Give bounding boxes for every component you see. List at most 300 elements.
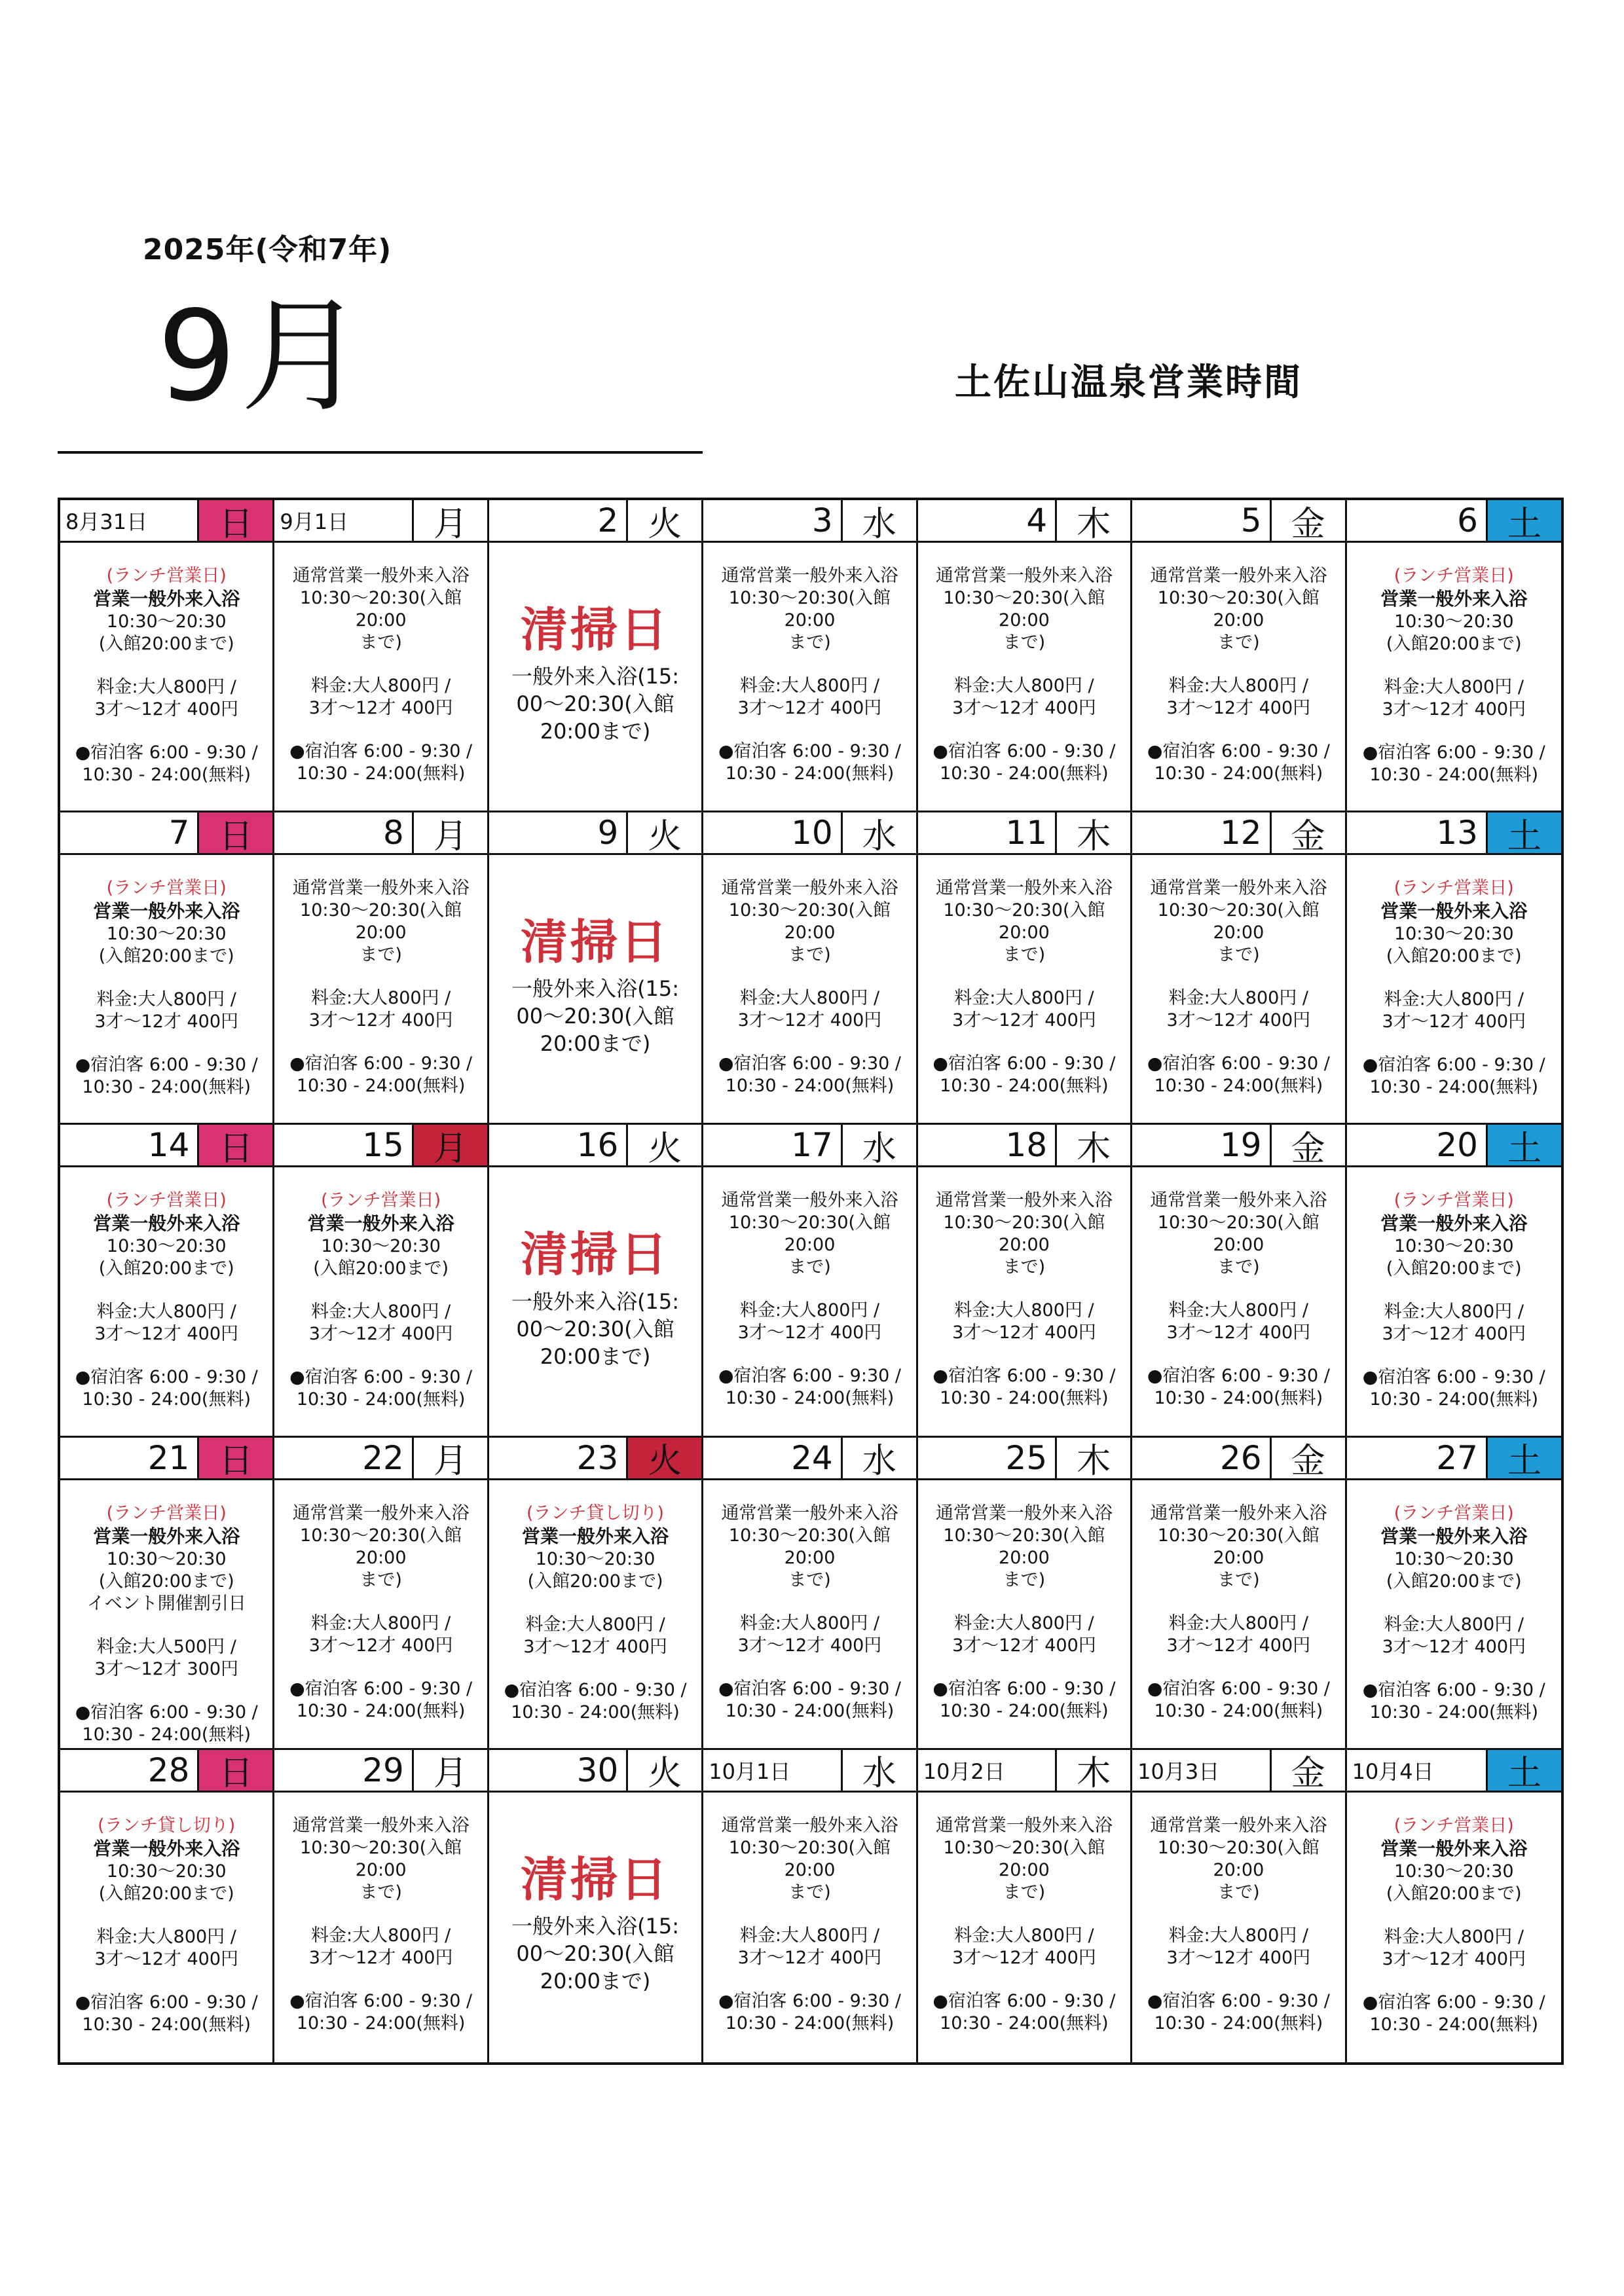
day-schedule [703,1793,915,2062]
schedule-title: 通常営業一般外来入浴 [1150,878,1327,899]
guest-hours-2: 10:30 - 24:00(無料) [940,1388,1109,1409]
cleaning-hours-3: 20:00まで) [540,1031,651,1057]
fee-child: 3才〜12才 400円 [1166,698,1311,718]
schedule-note: (ランチ営業日) [1393,1503,1514,1523]
schedule-line: 3才〜12才 400円 [94,1948,239,1969]
day-of-week-label: 水 [862,1754,896,1794]
fee-adult: 料金:大人800円 / [954,1613,1094,1633]
schedule-title: 営業一般外来入浴 [1380,1212,1528,1235]
day-of-week-label: 火 [648,816,682,856]
schedule-hours: 10:30〜20:30(入館20:00 [1157,1525,1320,1568]
schedule-title: 営業一般外来入浴 [93,1212,240,1235]
schedule-hours: 10:30〜20:30(入館20:00 [943,1837,1105,1880]
schedule-hours: 10:30〜20:30 [321,1236,441,1257]
day-header [1347,500,1561,543]
guest-hours-2: 10:30 - 24:00(無料) [940,2013,1109,2033]
fee-adult: 料金:大人800円 / [1384,677,1524,697]
guest-hours-2: 10:30 - 24:00(無料) [296,1076,466,1097]
schedule-hours-2: まで) [1003,1882,1046,1903]
day-schedule [918,1793,1130,2062]
day-cell [703,1438,917,1750]
schedule-line: 営業一般外来入浴 [93,1837,240,1859]
schedule-title: 通常営業一般外来入浴 [935,878,1113,899]
guest-hours: ●宿泊客 6:00 - 9:30 / [1362,1992,1545,2013]
day-of-week-label: 月 [433,504,468,544]
fee-adult: 料金:大人800円 / [310,1925,451,1946]
guest-hours: ●宿泊客 6:00 - 9:30 / [718,1678,901,1699]
schedule-line: (ランチ営業日) [106,1503,227,1523]
cleaning-hours-2: 00〜20:30(入館 [516,1941,674,1966]
day-date: 28 [60,1750,199,1791]
schedule-line: (入館20:00まで) [98,1883,234,1904]
day-schedule [60,1480,272,1750]
day-of-week-label: 土 [1488,812,1561,853]
day-cell [60,1125,274,1437]
day-of-week-label: 火 [648,1129,682,1169]
day-schedule [274,1480,487,1748]
cleaning-hours: 一般外来入浴(15: [511,976,680,1002]
day-date: 18 [918,1125,1057,1165]
fee-child: 3才〜12才 400円 [952,1947,1096,1968]
day-header [489,500,701,543]
day-date: 21 [60,1438,199,1478]
day-header [274,1750,487,1793]
day-cell [1347,1125,1561,1437]
schedule-title: 営業一般外来入浴 [1380,900,1528,922]
guest-hours-2: 10:30 - 24:00(無料) [296,1389,466,1410]
day-date: 24 [703,1438,842,1478]
day-cell [274,812,489,1125]
schedule-hours-2: まで) [1217,945,1260,966]
day-cell [274,1125,489,1437]
schedule-note: (ランチ営業日) [1393,1815,1514,1836]
day-of-week-label: 金 [1291,1754,1325,1794]
fee-adult: 料金:大人800円 / [739,1613,880,1633]
schedule-entry-limit: (入館20:00まで) [98,946,234,967]
day-date: 9 [489,812,628,853]
schedule-hours: 10:30〜20:30(入館20:00 [728,588,891,630]
day-header [1132,1125,1344,1167]
guest-hours: ●宿泊客 6:00 - 9:30 / [932,1678,1116,1699]
cleaning-hours-3: 20:00まで) [540,1343,651,1369]
day-header [1347,812,1561,855]
schedule-hours-2: まで) [1003,1569,1046,1590]
fee-child: 3才〜12才 400円 [1166,1322,1311,1343]
fee-child: 3才〜12才 400円 [1166,1010,1311,1031]
guest-hours: ●宿泊客 6:00 - 9:30 / [1147,1366,1330,1387]
guest-hours-2: 10:30 - 24:00(無料) [725,763,895,784]
fee-child: 3才〜12才 400円 [952,698,1096,718]
day-header [703,1125,915,1167]
day-date: 10 [703,812,842,853]
fee-child: 3才〜12才 400円 [1166,1947,1311,1968]
schedule-line: 3才〜12才 300円 [94,1658,239,1679]
day-schedule [1347,543,1561,811]
guest-hours-2: 10:30 - 24:00(無料) [725,1700,895,1721]
schedule-hours-2: まで) [788,1569,831,1590]
day-date: 30 [489,1750,628,1791]
day-date: 8 [274,812,413,853]
guest-hours: ●宿泊客 6:00 - 9:30 / [932,1990,1116,2011]
year-label: 2025年(令和7年) [143,233,392,266]
day-cell [918,1438,1132,1750]
schedule-title: 営業一般外来入浴 [307,1212,454,1235]
day-of-week-label: 水 [862,816,896,856]
schedule-title: 通常営業一般外来入浴 [292,1815,470,1836]
schedule-line: (ランチ貸し切り) [526,1503,665,1523]
day-date: 23 [489,1438,628,1478]
fee-adult: 料金:大人800円 / [1168,1300,1308,1321]
day-cell [918,812,1132,1125]
guest-hours-2: 10:30 - 24:00(無料) [1154,1388,1323,1409]
guest-hours-2: 10:30 - 24:00(無料) [725,1076,895,1097]
schedule-entry-limit: (入館20:00まで) [1386,1258,1522,1279]
schedule-line: 料金:大人800円 / [525,1614,665,1635]
schedule-line: 10:30〜20:30 [106,1548,227,1569]
day-date: 14 [60,1125,199,1165]
schedule-line: 10:30 - 24:00(無料) [511,1702,680,1722]
schedule-hours: 10:30〜20:30 [106,611,227,632]
day-schedule [1132,1793,1344,2062]
day-of-week-label: 水 [862,1129,896,1169]
fee-adult: 料金:大人800円 / [739,1925,880,1946]
day-header [489,812,701,855]
guest-hours: ●宿泊客 6:00 - 9:30 / [1362,742,1545,763]
day-date: 15 [274,1125,413,1165]
schedule-hours: 10:30〜20:30(入館20:00 [300,588,462,630]
fee-adult: 料金:大人800円 / [1168,1925,1308,1946]
schedule-hours: 10:30〜20:30(入館20:00 [300,1525,462,1568]
day-header [918,1438,1130,1480]
schedule-line: ●宿泊客 6:00 - 9:30 / [75,1992,258,2013]
day-of-week-label: 日 [199,1750,272,1791]
schedule-title: 通常営業一般外来入浴 [721,878,898,899]
fee-adult: 料金:大人800円 / [96,1302,236,1322]
schedule-line: 10:30〜20:30 [106,1861,227,1882]
schedule-hours-2: まで) [1003,1257,1046,1278]
fee-adult: 料金:大人800円 / [1168,676,1308,696]
schedule-title: 通常営業一般外来入浴 [721,1815,898,1836]
day-schedule [274,855,487,1123]
schedule-hours: 10:30〜20:30(入館20:00 [300,900,462,943]
day-of-week-label: 日 [199,500,272,541]
day-date: 10月1日 [703,1750,842,1791]
schedule-hours: 10:30〜20:30(入館20:00 [728,900,891,943]
day-of-week-label: 日 [199,1125,272,1165]
day-cell [703,500,917,812]
day-schedule [60,1793,272,2062]
day-of-week-label: 水 [862,1442,896,1482]
guest-hours-2: 10:30 - 24:00(無料) [1369,1389,1539,1410]
schedule-line: ●宿泊客 6:00 - 9:30 / [75,1702,258,1722]
day-header [1347,1438,1561,1480]
schedule-title: 通常営業一般外来入浴 [721,566,898,586]
fee-child: 3才〜12才 400円 [308,698,453,718]
day-of-week-label: 月 [433,1442,468,1482]
day-of-week-label: 火 [628,1438,701,1478]
day-header [274,500,487,543]
day-cell [703,812,917,1125]
day-schedule [60,1167,272,1435]
guest-hours-2: 10:30 - 24:00(無料) [1154,763,1323,784]
day-cell [489,812,703,1125]
day-header [1347,1125,1561,1167]
schedule-line: 料金:大人500円 / [96,1636,236,1657]
fee-child: 3才〜12才 400円 [308,1947,453,1968]
schedule-hours-2: まで) [360,632,402,653]
fee-child: 3才〜12才 400円 [1382,699,1526,720]
guest-hours: ●宿泊客 6:00 - 9:30 / [289,1678,473,1699]
month-title: 9月 [157,284,369,429]
schedule-entry-limit: (入館20:00まで) [313,1258,449,1279]
fee-child: 3才〜12才 400円 [737,1947,882,1968]
schedule-line: イベント開催割引日 [86,1593,246,1614]
guest-hours-2: 10:30 - 24:00(無料) [82,1077,251,1098]
schedule-title: 通常営業一般外来入浴 [721,1190,898,1211]
guest-hours: ●宿泊客 6:00 - 9:30 / [289,1367,473,1388]
day-header [489,1438,701,1480]
schedule-hours: 10:30〜20:30(入館20:00 [1157,1212,1320,1256]
day-cell [918,1125,1132,1437]
day-date: 29 [274,1750,413,1791]
schedule-hours: 10:30〜20:30(入館20:00 [943,588,1105,630]
schedule-entry-limit: (入館20:00まで) [1386,946,1522,967]
day-of-week-label: 月 [414,1125,487,1165]
fee-adult: 料金:大人800円 / [739,676,880,696]
day-cell [1132,1750,1346,2062]
schedule-hours: 10:30〜20:30 [1393,1861,1514,1882]
schedule-line: ●宿泊客 6:00 - 9:30 / [504,1679,687,1700]
day-schedule [1132,855,1344,1123]
day-cell [1347,500,1561,812]
day-date: 13 [1347,812,1488,853]
guest-hours-2: 10:30 - 24:00(無料) [1369,2014,1539,2035]
day-of-week-label: 水 [862,504,896,544]
fee-adult: 料金:大人800円 / [1168,1613,1308,1633]
day-cell [918,500,1132,812]
fee-child: 3才〜12才 400円 [952,1635,1096,1656]
fee-child: 3才〜12才 400円 [1382,1636,1526,1657]
guest-hours-2: 10:30 - 24:00(無料) [296,763,466,784]
guest-hours: ●宿泊客 6:00 - 9:30 / [1362,1055,1545,1076]
guest-hours-2: 10:30 - 24:00(無料) [725,1388,895,1409]
fee-adult: 料金:大人800円 / [954,1300,1094,1321]
guest-hours: ●宿泊客 6:00 - 9:30 / [932,741,1116,761]
day-cell [1132,812,1346,1125]
guest-hours: ●宿泊客 6:00 - 9:30 / [1147,1678,1330,1699]
fee-adult: 料金:大人800円 / [310,676,451,696]
day-header [703,1438,915,1480]
schedule-note: (ランチ営業日) [321,1190,441,1211]
day-of-week-label: 月 [433,1754,468,1794]
schedule-hours: 10:30〜20:30(入館20:00 [728,1525,891,1568]
day-header [489,1125,701,1167]
fee-adult: 料金:大人800円 / [739,988,880,1009]
day-schedule [60,543,272,811]
day-schedule [489,543,701,811]
fee-adult: 料金:大人800円 / [954,988,1094,1009]
day-of-week-label: 土 [1488,500,1561,541]
day-date: 3 [703,500,842,541]
fee-child: 3才〜12才 400円 [308,1635,453,1656]
schedule-entry-limit: (入館20:00まで) [1386,1883,1522,1904]
day-cell [489,1750,703,2062]
day-header [60,1438,272,1480]
schedule-hours: 10:30〜20:30 [1393,611,1514,632]
schedule-note: (ランチ営業日) [106,1190,227,1211]
day-cell [918,1750,1132,2062]
schedule-entry-limit: (入館20:00まで) [98,1258,234,1279]
schedule-hours-2: まで) [1217,1569,1260,1590]
guest-hours: ●宿泊客 6:00 - 9:30 / [718,741,901,761]
schedule-hours: 10:30〜20:30(入館20:00 [1157,1837,1320,1880]
schedule-hours: 10:30〜20:30(入館20:00 [728,1837,891,1880]
schedule-title: 通常営業一般外来入浴 [292,1503,470,1523]
schedule-title: 通常営業一般外来入浴 [935,1815,1113,1836]
guest-hours-2: 10:30 - 24:00(無料) [1369,1077,1539,1098]
schedule-line: 営業一般外来入浴 [522,1525,669,1547]
day-header [918,500,1130,543]
cleaning-hours-2: 00〜20:30(入館 [516,1316,674,1341]
day-of-week-label: 金 [1291,1129,1325,1169]
schedule-line: 10:30〜20:30 [535,1548,655,1569]
fee-child: 3才〜12才 400円 [952,1010,1096,1031]
day-header [918,1125,1130,1167]
day-date: 7 [60,812,199,853]
day-schedule [1132,1167,1344,1435]
cleaning-hours-2: 00〜20:30(入館 [516,1004,674,1029]
day-date: 10月2日 [918,1750,1057,1791]
day-schedule [703,855,915,1123]
schedule-line: 料金:大人800円 / [96,1926,236,1947]
guest-hours: ●宿泊客 6:00 - 9:30 / [932,1366,1116,1387]
day-cell [274,1438,489,1750]
day-header [918,812,1130,855]
day-of-week-label: 木 [1077,1129,1111,1169]
day-cell [703,1750,917,2062]
fee-child: 3才〜12才 400円 [308,1324,453,1345]
calendar-grid [58,498,1564,2065]
guest-hours: ●宿泊客 6:00 - 9:30 / [289,1053,473,1074]
day-header [274,1125,487,1167]
day-of-week-label: 木 [1077,1442,1111,1482]
day-header [60,500,272,543]
day-schedule [274,1167,487,1435]
schedule-hours-2: まで) [788,1882,831,1903]
schedule-hours-2: まで) [1217,1882,1260,1903]
guest-hours: ●宿泊客 6:00 - 9:30 / [1147,1053,1330,1074]
day-header [60,1125,272,1167]
day-of-week-label: 木 [1077,1754,1111,1794]
day-cell [1132,500,1346,812]
day-cell [274,1750,489,2062]
fee-adult: 料金:大人800円 / [310,988,451,1009]
guest-hours-2: 10:30 - 24:00(無料) [82,1389,251,1410]
fee-child: 3才〜12才 400円 [94,1324,239,1345]
schedule-hours: 10:30〜20:30(入館20:00 [943,900,1105,943]
day-of-week-label: 金 [1291,1442,1325,1482]
schedule-hours-2: まで) [1003,945,1046,966]
guest-hours-2: 10:30 - 24:00(無料) [1154,1700,1323,1721]
day-cell [1347,1438,1561,1750]
day-header [274,812,487,855]
schedule-line: 3才〜12才 400円 [523,1636,667,1657]
cleaning-day-title: 清掃日 [521,915,671,970]
day-of-week-label: 金 [1291,504,1325,544]
day-header [703,1750,915,1793]
fee-child: 3才〜12才 400円 [952,1322,1096,1343]
fee-child: 3才〜12才 400円 [1166,1635,1311,1656]
schedule-line: (入館20:00まで) [527,1571,663,1592]
fee-adult: 料金:大人800円 / [1384,1302,1524,1322]
day-header [1347,1750,1561,1793]
fee-adult: 料金:大人800円 / [1384,1926,1524,1947]
day-of-week-label: 日 [199,1438,272,1478]
schedule-hours: 10:30〜20:30(入館20:00 [300,1837,462,1880]
schedule-title: 通常営業一般外来入浴 [1150,566,1327,586]
day-header [918,1750,1130,1793]
fee-child: 3才〜12才 400円 [737,1010,882,1031]
day-of-week-label: 日 [199,812,272,853]
day-header [60,1750,272,1793]
day-cell [1132,1125,1346,1437]
schedule-hours-2: まで) [788,945,831,966]
guest-hours-2: 10:30 - 24:00(無料) [940,1076,1109,1097]
fee-adult: 料金:大人800円 / [96,989,236,1010]
day-schedule [489,1793,701,2062]
schedule-line: (入館20:00まで) [98,1571,234,1592]
schedule-line: 営業一般外来入浴 [93,1525,240,1547]
day-schedule [703,543,915,811]
fee-child: 3才〜12才 400円 [1382,1324,1526,1345]
schedule-title: 通常営業一般外来入浴 [935,566,1113,586]
schedule-title: 通常営業一般外来入浴 [292,566,470,586]
schedule-hours: 10:30〜20:30(入館20:00 [943,1212,1105,1256]
day-schedule [274,543,487,811]
day-of-week-label: 火 [648,504,682,544]
fee-child: 3才〜12才 400円 [94,1011,239,1032]
day-date: 10月3日 [1132,1750,1271,1791]
day-date: 20 [1347,1125,1488,1165]
day-of-week-label: 火 [648,1754,682,1794]
guest-hours: ●宿泊客 6:00 - 9:30 / [289,741,473,761]
schedule-note: (ランチ営業日) [1393,1190,1514,1211]
day-date: 11 [918,812,1057,853]
fee-adult: 料金:大人800円 / [954,1925,1094,1946]
day-schedule [60,855,272,1123]
schedule-entry-limit: (入館20:00まで) [98,634,234,654]
day-schedule [703,1167,915,1435]
cleaning-hours-3: 20:00まで) [540,719,651,744]
guest-hours: ●宿泊客 6:00 - 9:30 / [75,1055,258,1076]
day-schedule [918,855,1130,1123]
fee-child: 3才〜12才 400円 [737,698,882,718]
day-cell [274,500,489,812]
schedule-title: 通常営業一般外来入浴 [1150,1503,1327,1523]
guest-hours-2: 10:30 - 24:00(無料) [1154,1076,1323,1097]
day-cell [60,1750,274,2062]
guest-hours: ●宿泊客 6:00 - 9:30 / [718,1990,901,2011]
schedule-hours: 10:30〜20:30 [106,924,227,945]
day-date: 2 [489,500,628,541]
day-schedule [918,1480,1130,1748]
day-cell [1347,1750,1561,2062]
day-cell [60,500,274,812]
schedule-hours-2: まで) [788,1257,831,1278]
guest-hours: ●宿泊客 6:00 - 9:30 / [289,1990,473,2011]
day-date: 12 [1132,812,1271,853]
schedule-note: (ランチ営業日) [106,566,227,586]
